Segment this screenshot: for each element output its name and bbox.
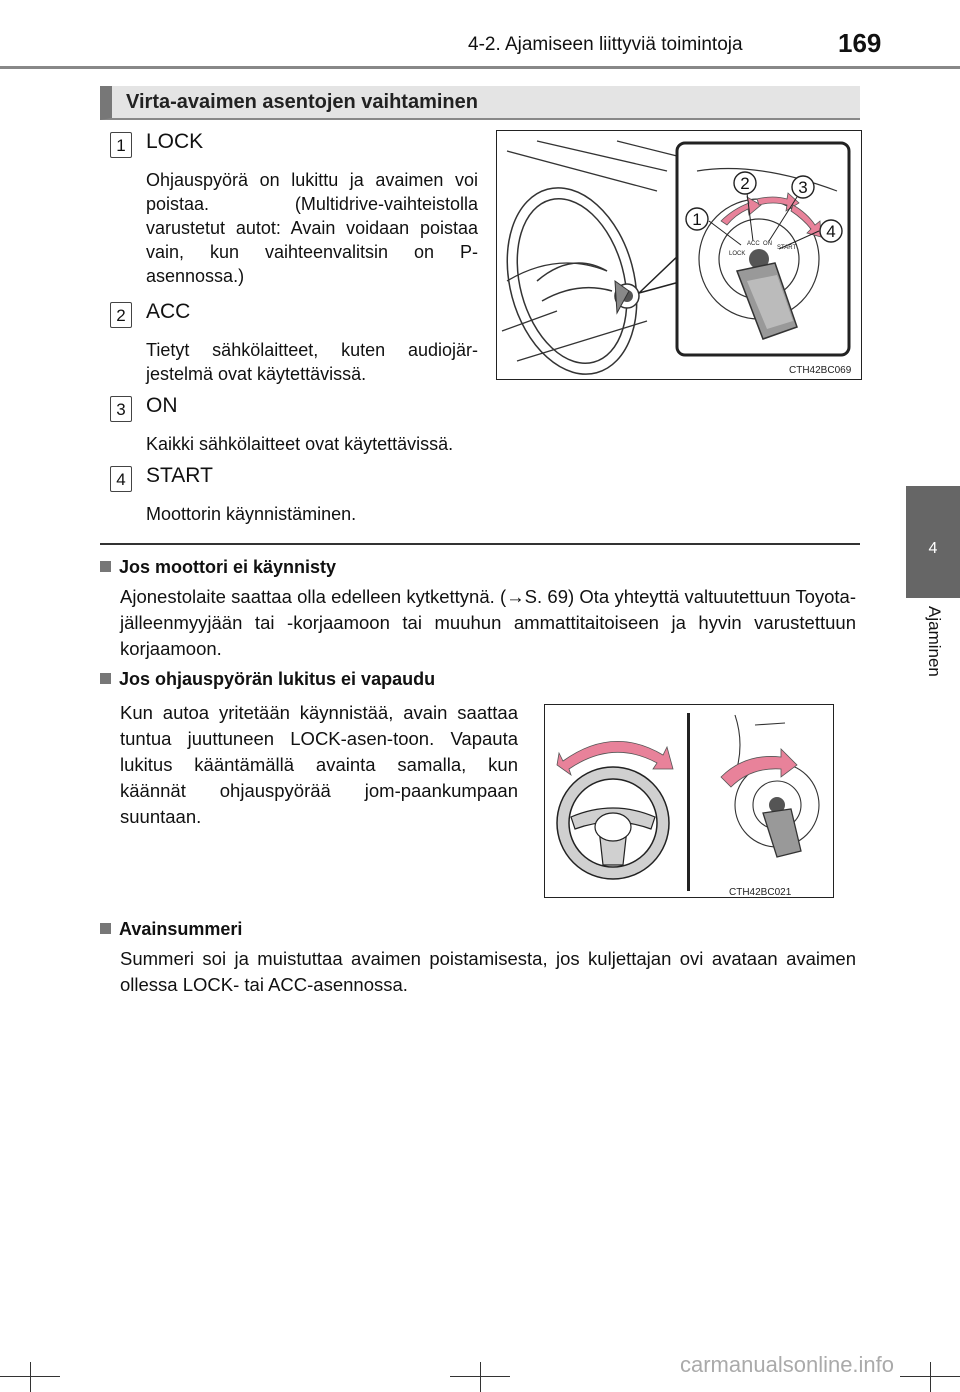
section-heading (100, 86, 860, 120)
steering-lock-figure (544, 704, 834, 898)
key-position-label: ON (763, 241, 772, 247)
item-number-1: 1 (110, 132, 132, 158)
bullet-square-icon (100, 673, 111, 684)
bullet-square-icon (100, 923, 111, 934)
crop-mark (930, 1362, 931, 1392)
section-divider (100, 543, 860, 545)
crop-mark (480, 1362, 481, 1392)
note-heading-engine: Jos moottori ei käynnisty (100, 557, 336, 578)
steering-wheel-icon (557, 767, 669, 879)
item-number-2: 2 (110, 302, 132, 328)
item-desc-lock: Ohjauspyörä on lukittu ja avaimen voi poistaa. (Multidrive-vaihteistolla varustetut autot: Avain voidaan poistaa vain, kun vaihteenvalitsin on P-asennossa.) (146, 170, 478, 286)
header-divider (0, 66, 960, 69)
steering-wheel-icon (497, 173, 656, 378)
key-position-label: ACC (747, 241, 760, 247)
key-position-label: START (777, 245, 797, 251)
note-text-key-buzzer: Summeri soi ja muistuttaa avaimen poistamisesta, jos kuljettajan ovi avataan avaimen ollessa LOCK- tai ACC-asennossa. (120, 948, 856, 995)
item-title-acc: ACC (146, 300, 191, 323)
callout-2: 2 (740, 174, 750, 193)
ignition-key-figure (496, 130, 862, 380)
chapter-tab-label: Ajaminen (925, 606, 944, 677)
callout-3: 3 (798, 178, 808, 197)
footer-watermark: carmanualsonline.info (680, 1352, 895, 1377)
page-number: 169 (838, 28, 882, 58)
bullet-square-icon (100, 561, 111, 572)
item-title-start: START (146, 464, 213, 487)
note-text-engine: Ajonestolaite saattaa olla edelleen kytkettynä. (→S. 69) Ota yhteyttä valtuutettuun Toyota-jälleenmyyjään tai -korjaamoon tai muuhun ammattitaitoiseen ja hyvin varustettuun korjaamoon. (120, 586, 856, 659)
figure-code: CTH42BC021 (729, 887, 792, 896)
item-title-lock: LOCK (146, 130, 204, 153)
callout-4: 4 (826, 222, 836, 241)
chapter-tab-number: 4 (928, 540, 938, 557)
ignition-key-illustration (497, 131, 860, 378)
item-number-4: 4 (110, 466, 132, 492)
item-desc-start: Moottorin käynnistäminen. (146, 504, 357, 524)
note-text-steering-lock: Kun autoa yritetään käynnistää, avain saattaa tuntua juuttuneen LOCK-asen-toon. Vapauta lukitus kääntämällä avainta samalla, kun käännät ohjauspyörää jom-paankumpaan suuntaan. (120, 702, 518, 827)
figure-code: CTH42BC069 (789, 365, 852, 376)
note-heading-steering-lock: Jos ohjauspyörän lukitus ei vapaudu (100, 669, 435, 690)
item-number-3: 3 (110, 396, 132, 422)
key-position-label: LOCK (729, 251, 746, 257)
rotation-arrow-icon (721, 749, 797, 787)
item-desc-acc: Tietyt sähkölaitteet, kuten audiojär-jestelmä ovat käytettävissä. (146, 340, 478, 384)
section-heading-text: Virta-avaimen asentojen vaihtaminen (126, 91, 478, 113)
steering-lock-illustration (545, 705, 832, 896)
note-heading-key-buzzer: Avainsummeri (100, 919, 242, 940)
callout-1: 1 (692, 210, 702, 229)
item-desc-on: Kaikki sähkölaitteet ovat käytettävissä. (146, 434, 454, 454)
crop-mark (30, 1362, 31, 1392)
header-section-title: 4-2. Ajamiseen liittyviä toimintoja (468, 34, 743, 55)
key-icon (763, 797, 801, 857)
item-title-on: ON (146, 394, 178, 417)
